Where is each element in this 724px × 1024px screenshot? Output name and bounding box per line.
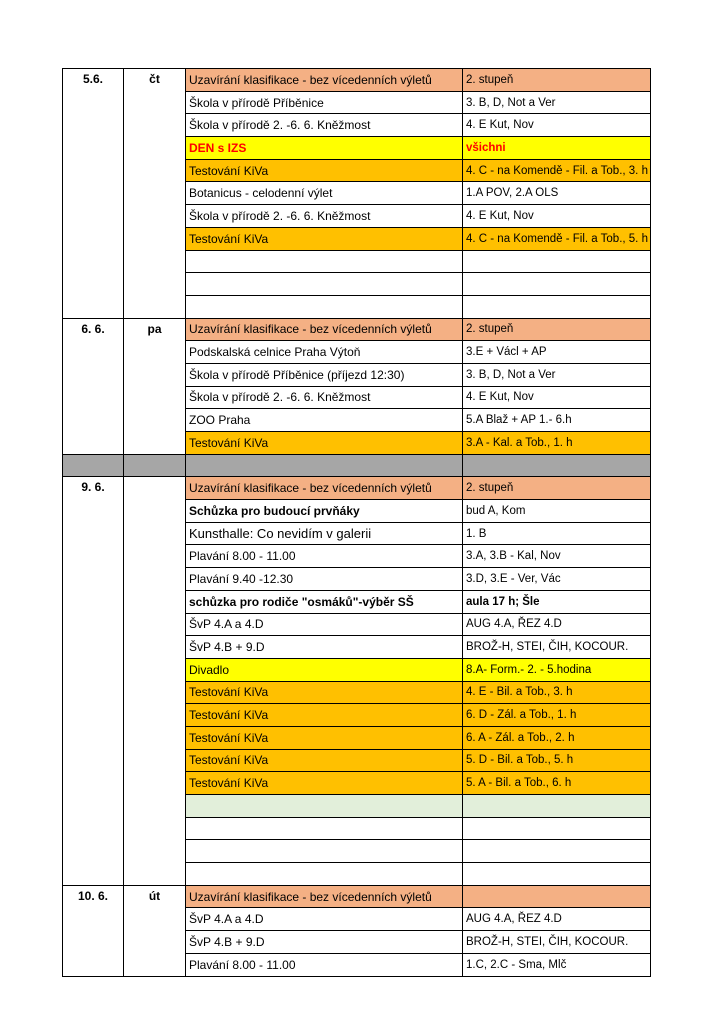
separator-cell xyxy=(186,454,463,477)
participants-cell xyxy=(463,795,651,818)
participants-cell: bud A, Kom xyxy=(463,500,651,523)
day-weekday: čt xyxy=(124,69,186,319)
event-cell: ZOO Praha xyxy=(186,409,463,432)
event-cell: Testování KiVa xyxy=(186,681,463,704)
participants-cell: 6. A - Zál. a Tob., 2. h xyxy=(463,726,651,749)
event-cell: Plavání 8.00 - 11.00 xyxy=(186,545,463,568)
event-cell: Testování KiVa xyxy=(186,704,463,727)
separator-cell xyxy=(63,454,124,477)
schedule-row xyxy=(63,69,651,92)
participants-cell: 2. stupeň xyxy=(463,69,651,92)
participants-cell: 5.A Blaž + AP 1.- 6.h xyxy=(463,409,651,432)
day-date: 10. 6. xyxy=(63,885,124,976)
event-cell: Uzavírání klasifikace - bez vícedenních výletů xyxy=(186,477,463,500)
schedule-row xyxy=(63,885,651,908)
participants-cell: 4. E - Bil. a Tob., 3. h xyxy=(463,681,651,704)
participants-cell: 4. E Kut, Nov xyxy=(463,386,651,409)
participants-cell: 3. B, D, Not a Ver xyxy=(463,363,651,386)
event-cell: ŠvP 4.A a 4.D xyxy=(186,908,463,931)
event-cell: DEN s IZS xyxy=(186,137,463,160)
event-cell: Testování KiVa xyxy=(186,227,463,250)
separator-cell xyxy=(463,454,651,477)
separator-cell xyxy=(124,454,186,477)
participants-cell: 3.D, 3.E - Ver, Vác xyxy=(463,568,651,591)
participants-cell: 3.A - Kal. a Tob., 1. h xyxy=(463,432,651,455)
schedule-body xyxy=(63,69,651,977)
event-cell: Kunsthalle: Co nevidím v galerii xyxy=(186,522,463,545)
event-cell: Uzavírání klasifikace - bez vícedenních výletů xyxy=(186,318,463,341)
day-weekday: út xyxy=(124,885,186,976)
participants-cell: AUG 4.A, ŘEZ 4.D xyxy=(463,613,651,636)
participants-cell: 6. D - Zál. a Tob., 1. h xyxy=(463,704,651,727)
event-cell: Testování KiVa xyxy=(186,772,463,795)
participants-cell xyxy=(463,295,651,318)
event-cell: Divadlo xyxy=(186,658,463,681)
participants-cell: BROŽ-H, STEI, ČIH, KOCOUR. xyxy=(463,636,651,659)
participants-cell: 3. B, D, Not a Ver xyxy=(463,91,651,114)
event-cell: Testování KiVa xyxy=(186,159,463,182)
participants-cell: 8.A- Form.- 2. - 5.hodina xyxy=(463,658,651,681)
participants-cell: 5. D - Bil. a Tob., 5. h xyxy=(463,749,651,772)
event-cell: Uzavírání klasifikace - bez vícedenních výletů xyxy=(186,885,463,908)
event-cell: Plavání 9.40 -12.30 xyxy=(186,568,463,591)
participants-cell: 4. E Kut, Nov xyxy=(463,114,651,137)
participants-cell: 1.A POV, 2.A OLS xyxy=(463,182,651,205)
event-cell: Testování KiVa xyxy=(186,749,463,772)
participants-cell: 4. E Kut, Nov xyxy=(463,205,651,228)
participants-cell: 5. A - Bil. a Tob., 6. h xyxy=(463,772,651,795)
day-weekday xyxy=(124,477,186,885)
event-cell xyxy=(186,863,463,886)
schedule-sheet xyxy=(62,68,650,977)
schedule-table xyxy=(62,68,651,977)
participants-cell: 1. B xyxy=(463,522,651,545)
event-cell: Plavání 8.00 - 11.00 xyxy=(186,953,463,976)
participants-cell: AUG 4.A, ŘEZ 4.D xyxy=(463,908,651,931)
event-cell xyxy=(186,273,463,296)
schedule-row xyxy=(63,318,651,341)
event-cell: schůzka pro rodiče "osmáků"-výběr SŠ xyxy=(186,590,463,613)
day-weekday: pa xyxy=(124,318,186,454)
event-cell xyxy=(186,295,463,318)
participants-cell: všichni xyxy=(463,137,651,160)
participants-cell xyxy=(463,863,651,886)
participants-cell: 3.E + Václ + AP xyxy=(463,341,651,364)
participants-cell: 1.C, 2.C - Sma, Mlč xyxy=(463,953,651,976)
event-cell: Uzavírání klasifikace - bez vícedenních výletů xyxy=(186,69,463,92)
participants-cell: 4. C - na Komendě - Fil. a Tob., 3. h xyxy=(463,159,651,182)
day-date: 5.6. xyxy=(63,69,124,319)
event-cell: Škola v přírodě 2. -6. 6. Kněžmost xyxy=(186,114,463,137)
event-cell: Schůzka pro budoucí prvňáky xyxy=(186,500,463,523)
event-cell: Podskalská celnice Praha Výtoň xyxy=(186,341,463,364)
participants-cell: aula 17 h; Šle xyxy=(463,590,651,613)
event-cell: ŠvP 4.B + 9.D xyxy=(186,931,463,954)
participants-cell: 2. stupeň xyxy=(463,477,651,500)
event-cell: Škola v přírodě 2. -6. 6. Kněžmost xyxy=(186,205,463,228)
event-cell: Škola v přírodě Příběnice (příjezd 12:30) xyxy=(186,363,463,386)
participants-cell: 4. C - na Komendě - Fil. a Tob., 5. h xyxy=(463,227,651,250)
participants-cell xyxy=(463,885,651,908)
event-cell: Testování KiVa xyxy=(186,726,463,749)
participants-cell xyxy=(463,273,651,296)
participants-cell: 2. stupeň xyxy=(463,318,651,341)
event-cell: Škola v přírodě 2. -6. 6. Kněžmost xyxy=(186,386,463,409)
separator-row xyxy=(63,454,651,477)
day-date: 9. 6. xyxy=(63,477,124,885)
event-cell: Botanicus - celodenní výlet xyxy=(186,182,463,205)
event-cell xyxy=(186,840,463,863)
day-date: 6. 6. xyxy=(63,318,124,454)
event-cell: ŠvP 4.B + 9.D xyxy=(186,636,463,659)
participants-cell xyxy=(463,250,651,273)
event-cell xyxy=(186,250,463,273)
event-cell: Škola v přírodě Příběnice xyxy=(186,91,463,114)
participants-cell xyxy=(463,840,651,863)
participants-cell xyxy=(463,817,651,840)
event-cell xyxy=(186,795,463,818)
participants-cell: BROŽ-H, STEI, ČIH, KOCOUR. xyxy=(463,931,651,954)
participants-cell: 3.A, 3.B - Kal, Nov xyxy=(463,545,651,568)
event-cell: ŠvP 4.A a 4.D xyxy=(186,613,463,636)
event-cell xyxy=(186,817,463,840)
schedule-row xyxy=(63,477,651,500)
event-cell: Testování KiVa xyxy=(186,432,463,455)
